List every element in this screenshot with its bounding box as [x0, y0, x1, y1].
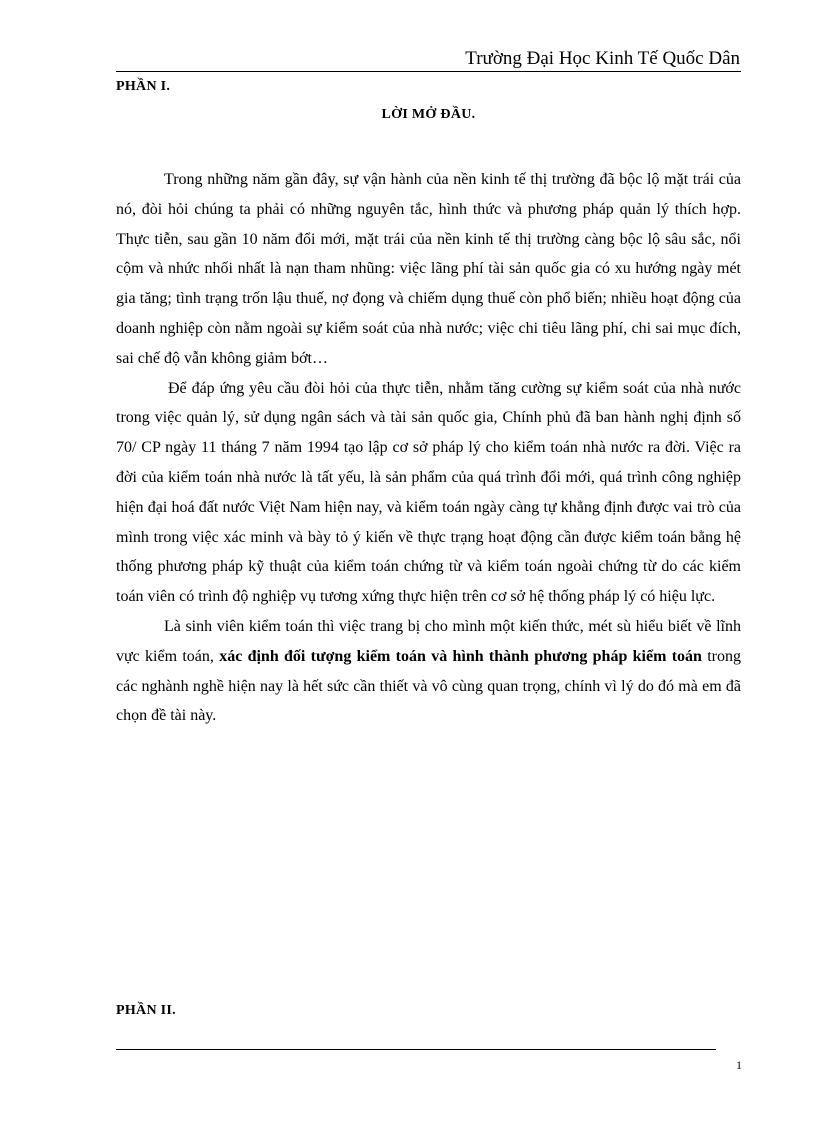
introduction-title: LỜI MỞ ĐẦU.: [381, 107, 476, 122]
part-one-heading: PHẦN I.: [116, 79, 171, 94]
paragraph-2: Để đáp ứng yêu cầu đòi hỏi của thực tiễn, nhằm tăng cường sự kiểm soát của nhà nước trong việc quản lý, sử dụng ngân sách và tài sản quốc gia, Chính phủ đã ban hành nghị định số 70/ CP ngày 11 tháng 7 năm 1994 tạo lập cơ sở pháp lý cho kiểm toán nhà nước ra đời. Việc ra đời của kiểm toán nhà nước là tất yếu, là sản phẩm của quá trình đổi mới, quá trình công nghiệp hiện đại hoá đất nước Việt Nam hiện nay, và kiểm toán ngày càng tự khẳng định được vai trò của mình trong việc xác minh và bày tỏ ý kiến về thực trạng hoạt động cần được kiểm toán bằng hệ thống phương pháp kỹ thuật của kiểm toán chứng từ và kiểm toán ngoài chứng từ do các kiểm toán viên có trình độ nghiệp vụ tương xứng thực hiện trên cơ sở hệ thống pháp lý có hiệu lực.: [116, 379, 741, 606]
paragraph-1: Trong những năm gần đây, sự vận hành của nền kinh tế thị trường đã bộc lộ mặt trái của nó, đòi hỏi chúng ta phải có những nguyên tắc, hình thức và phương pháp quản lý thích hợp. Thực tiễn, sau gần 10 năm đổi mới, mặt trái của nền kinh tế thị trường càng bộc lộ sâu sắc, nổi cộm và nhức nhối nhất là nạn tham nhũng: việc lãng phí tài sản quốc gia có xu hướng ngày mét gia tăng; tình trạng trốn lậu thuế, nợ đọng và chiếm dụng thuế còn phổ biến; nhiều hoạt động của doanh nghiệp còn nằm ngoài sự kiểm soát của nhà nước; việc chi tiêu lãng phí, chi sai mục đích, sai chế độ vẫn không giảm bớt…: [116, 171, 741, 367]
body-text: [116, 165, 741, 731]
paragraph-3-lead: Là sinh viên kiểm toán thì việc trang bị cho mình một kiến thức, mét sù hiểu biết về lĩnh vực kiểm toán,: [116, 617, 741, 665]
paragraph-3-tail: trong các nghành nghề hiện nay là hết sức cần thiết và vô cùng quan trọng, chính vì lý do đó mà em đã chọn đề tài này.: [116, 647, 741, 725]
footer-rule: [116, 1049, 716, 1050]
page-number: 1: [736, 1058, 742, 1072]
header-institution-name: Trường Đại Học Kinh Tế Quốc Dân: [465, 48, 740, 69]
part-two-heading: PHẦN II.: [116, 1003, 176, 1018]
paragraph-3-bold-topic: xác định đối tượng kiểm toán và hình thành phương pháp kiểm toán: [219, 647, 702, 665]
header-rule: [116, 71, 741, 72]
paragraph-3: [116, 612, 741, 731]
